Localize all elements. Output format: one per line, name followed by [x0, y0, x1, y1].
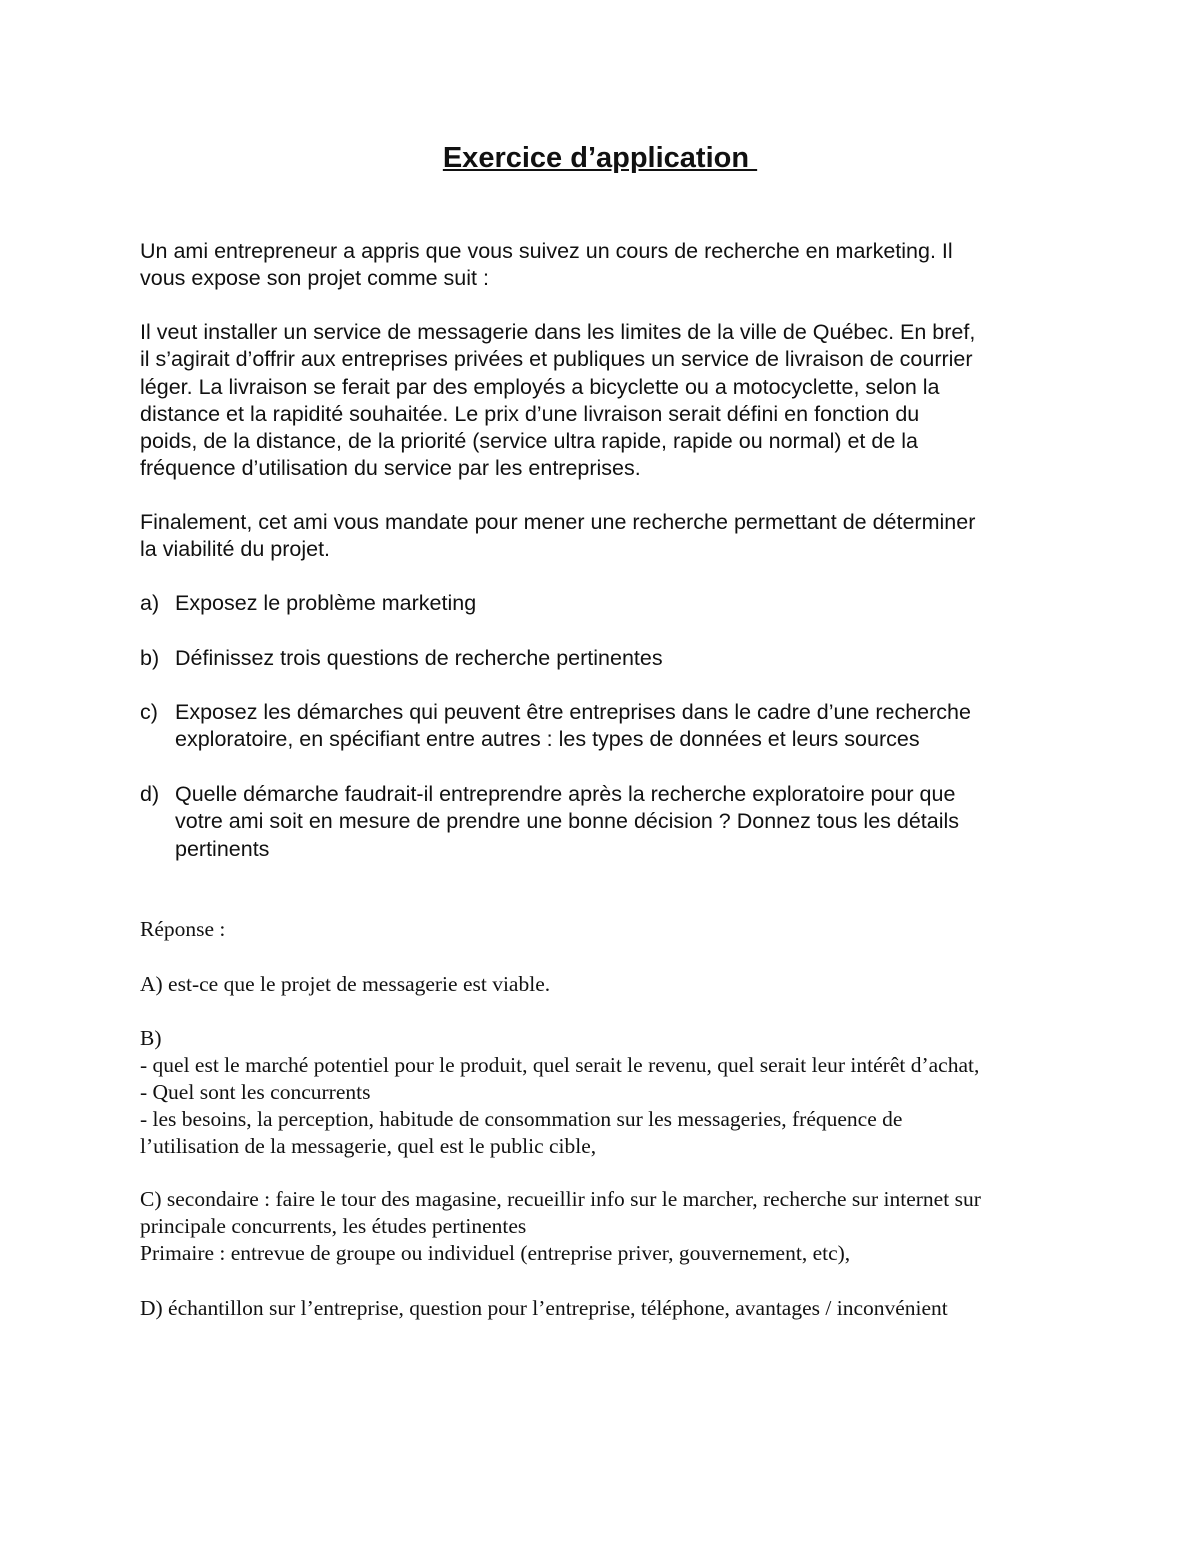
answer-b [140, 1025, 1080, 1160]
question-line: Exposez les démarches qui peuvent être entreprises dans le cadre d’une recherche [175, 700, 971, 724]
question-line: exploratoire, en spécifiant entre autres : les types de données et leurs sources [175, 727, 920, 752]
answer-b-label: B) [140, 1026, 162, 1050]
project-line: fréquence d’utilisation du service par les entreprises. [140, 456, 641, 481]
answer-b-line: - quel est le marché potentiel pour le produit, quel serait le revenu, quel serait leur intérêt d’achat, [140, 1053, 980, 1077]
mandate-line: Finalement, cet ami vous mandate pour mener une recherche permettant de déterminer [140, 510, 976, 534]
answer-a: A) est-ce que le projet de messagerie est viable. [140, 972, 551, 996]
answer-c [140, 1186, 1080, 1267]
question-line: pertinents [175, 836, 270, 861]
mandate-paragraph [140, 509, 1080, 564]
answer-b-line: - Quel sont les concurrents [140, 1080, 371, 1104]
answer-b-line: - les besoins, la perception, habitude de consommation sur les messageries, fréquence de [140, 1107, 903, 1131]
question-marker: c) [140, 700, 158, 724]
answer-heading: Réponse : [140, 917, 226, 941]
project-line: poids, de la distance, de la priorité (service ultra rapide, rapide ou normal) et de la [140, 429, 918, 454]
intro-line: vous expose son projet comme suit : [140, 266, 489, 291]
project-line: Il veut installer un service de messagerie dans les limites de la ville de Québec. En bref, [140, 320, 976, 344]
question-marker: b) [140, 646, 160, 670]
question-line: Quelle démarche faudrait-il entreprendre après la recherche exploratoire pour que [175, 782, 956, 806]
answer-d: D) échantillon sur l’entreprise, question pour l’entreprise, téléphone, avantages / inconvénient [140, 1296, 948, 1320]
question-marker: d) [140, 782, 160, 806]
answer-c-line: C) secondaire : faire le tour des magasine, recueillir info sur le marcher, recherche sur internet sur [140, 1187, 981, 1211]
intro-paragraph [140, 238, 1080, 293]
project-line: distance et la rapidité souhaitée. Le prix d’une livraison serait défini en fonction du [140, 401, 920, 426]
answer-c-line: Primaire : entrevue de groupe ou individuel (entreprise priver, gouvernement, etc), [140, 1241, 851, 1265]
answer-c-line: principale concurrents, les études pertinentes [140, 1214, 527, 1238]
intro-line: Un ami entrepreneur a appris que vous suivez un cours de recherche en marketing. Il [140, 239, 953, 263]
project-line: léger. La livraison se ferait par des employés a bicyclette ou a motocyclette, selon la [140, 374, 940, 399]
question-line: Définissez trois questions de recherche pertinentes [175, 646, 663, 670]
question-marker: a) [140, 591, 160, 615]
question-line: Exposez le problème marketing [175, 591, 477, 615]
document-title: Exercice d’application [442, 142, 758, 174]
project-line: il s’agirait d’offrir aux entreprises privées et publiques un service de livraison de courrier [140, 347, 973, 372]
answer-b-line: l’utilisation de la messagerie, quel est le public cible, [140, 1134, 597, 1158]
mandate-line: la viabilité du projet. [140, 537, 331, 562]
question-line: votre ami soit en mesure de prendre une bonne décision ? Donnez tous les détails [175, 809, 960, 834]
project-paragraph [140, 319, 1080, 483]
